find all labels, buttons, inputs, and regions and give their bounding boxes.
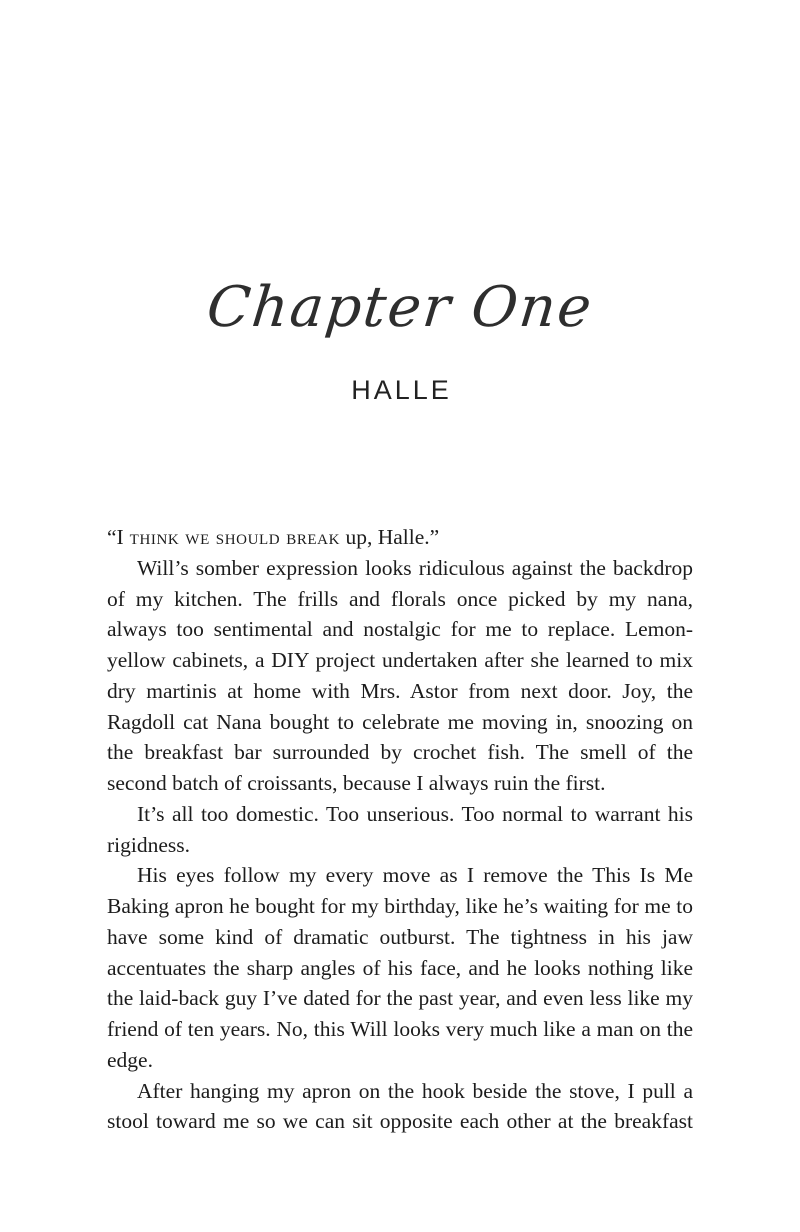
chapter-body [107, 522, 693, 1137]
paragraph: Will’s somber expression looks ridiculous against the backdrop of my kitchen. The frills and florals once picked by my nana, always too sentimental and nostalgic for me to replace. Lemon-yellow cabinets, a DIY project undertaken after she learned to mix dry martinis at home with Mrs. Astor from next door. Joy, the Ragdoll cat Nana bought to celebrate me moving in, snoozing on the breakfast bar surrounded by crochet fish. The smell of the second batch of croissants, because I always ruin the first. [107, 555, 693, 795]
paragraph-opening [107, 522, 693, 553]
chapter-pov-name: HALLE [351, 375, 452, 405]
opening-smallcaps: think we should break [123, 525, 341, 549]
chapter-title-script: Chapter One [203, 275, 597, 340]
paragraph: After hanging my apron on the hook beside the stove, I pull a stool toward me so we can sit opposite each other at the breakfast [107, 1078, 693, 1134]
opening-lead: “I [107, 525, 124, 549]
paragraph: His eyes follow my every move as I remove the This Is Me Baking apron he bought for my birthday, like he’s waiting for me to have some kind of dramatic outburst. The tightness in his jaw accentuates the sharp angles of his face, and he looks nothing like the laid-back guy I’ve dated for the past year, and even less like my friend of ten years. No, this Will looks very much like a man on the edge. [107, 863, 693, 1072]
opening-rest: up, Halle.” [340, 525, 440, 549]
paragraph: It’s all too domestic. Too unserious. Too normal to warrant his rigidness. [107, 801, 693, 857]
